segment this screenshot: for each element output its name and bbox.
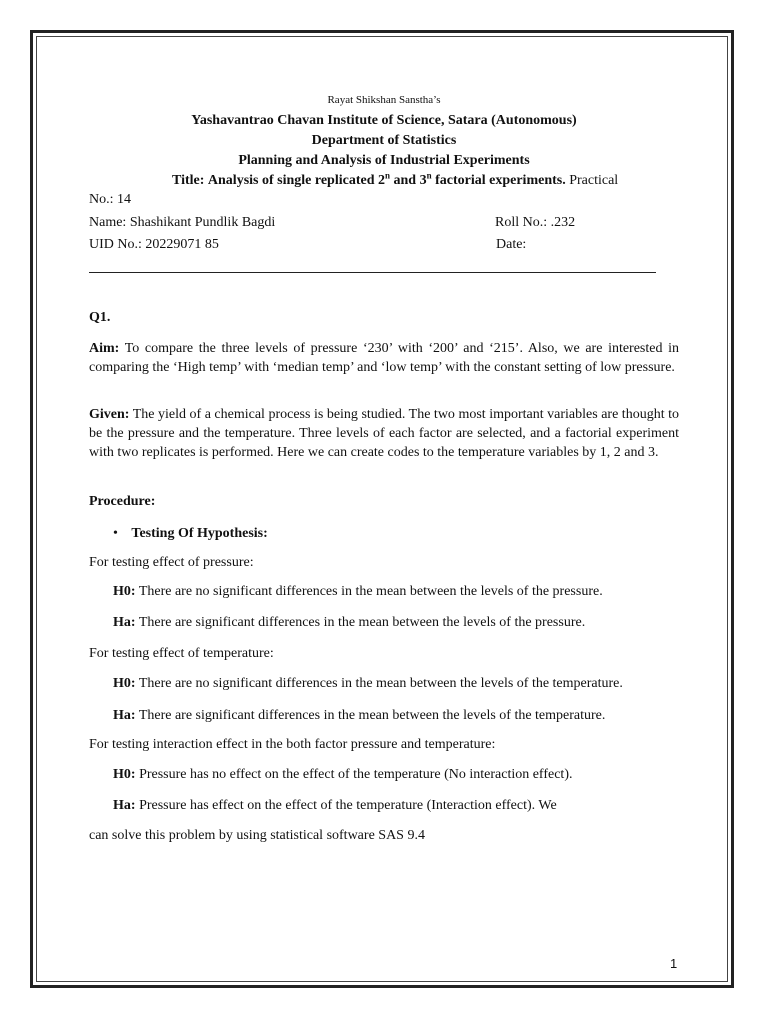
hypothesis-heading: Testing Of Hypothesis: bbox=[131, 526, 268, 541]
interaction-intro: For testing interaction effect in the both factor pressure and temperature: bbox=[89, 737, 496, 752]
aim-label: Aim: bbox=[89, 341, 120, 356]
department-name: Department of Statistics bbox=[311, 133, 457, 148]
temp-ha: Ha: There are significant differences in the mean between the levels of the temperature. bbox=[113, 708, 606, 723]
temp-h0: H0: There are no significant differences in the mean between the levels of the temperature. bbox=[113, 676, 623, 691]
bullet-icon: • bbox=[113, 526, 118, 541]
society-name: Rayat Shikshan Sanstha’s bbox=[327, 94, 441, 106]
aim-paragraph bbox=[89, 339, 679, 377]
practical-label: Practical bbox=[569, 173, 619, 188]
temp-intro: For testing effect of temperature: bbox=[89, 646, 274, 661]
given-text: The yield of a chemical process is being studied. The two most important variables are thought to be the pressure and the temperature. Three levels of each factor are selected, and a factorial experiment with two replicates is performed. Here we can create codes to the temperature variables by 1, 2 and 3. bbox=[89, 407, 679, 460]
header-divider bbox=[89, 272, 656, 273]
page-number: 1 bbox=[670, 956, 678, 971]
date-field: Date: bbox=[496, 237, 527, 252]
pressure-intro: For testing effect of pressure: bbox=[89, 555, 254, 570]
title-label: Title: bbox=[172, 173, 205, 188]
course-name: Planning and Analysis of Industrial Experiments bbox=[238, 153, 530, 168]
practical-number: No.: 14 bbox=[89, 192, 131, 207]
student-name: Name: Shashikant Pundlik Bagdi bbox=[89, 215, 276, 230]
procedure-label: Procedure: bbox=[89, 494, 156, 509]
given-label: Given: bbox=[89, 407, 130, 422]
closing-line: can solve this problem by using statistical software SAS 9.4 bbox=[89, 828, 425, 843]
question-label: Q1. bbox=[89, 310, 111, 325]
title-line bbox=[172, 170, 619, 189]
pressure-ha: Ha: There are significant differences in the mean between the levels of the pressure. bbox=[113, 615, 586, 630]
institute-name: Yashavantrao Chavan Institute of Science, Satara (Autonomous) bbox=[191, 113, 577, 128]
roll-number: Roll No.: .232 bbox=[495, 215, 576, 230]
aim-text: To compare the three levels of pressure ‘230’ with ‘200’ and ‘215’. Also, we are interested in comparing the ‘High temp’ with ‘median temp’ and ‘low temp’ with the constant setting of low pressure. bbox=[89, 341, 680, 375]
hypothesis-heading-row bbox=[113, 526, 268, 542]
pressure-h0: H0: There are no significant differences in the mean between the levels of the pressure. bbox=[113, 584, 603, 599]
interaction-ha: Ha: Pressure has effect on the effect of the temperature (Interaction effect). We bbox=[113, 798, 557, 813]
interaction-h0: H0: Pressure has no effect on the effect of the temperature (No interaction effect). bbox=[113, 767, 573, 782]
title-text: Analysis of single replicated 2$^n$ and 3$^n$ factorial experiments. bbox=[207, 170, 566, 188]
uid-number: UID No.: 20229071 85 bbox=[89, 237, 219, 252]
given-paragraph bbox=[89, 405, 679, 462]
